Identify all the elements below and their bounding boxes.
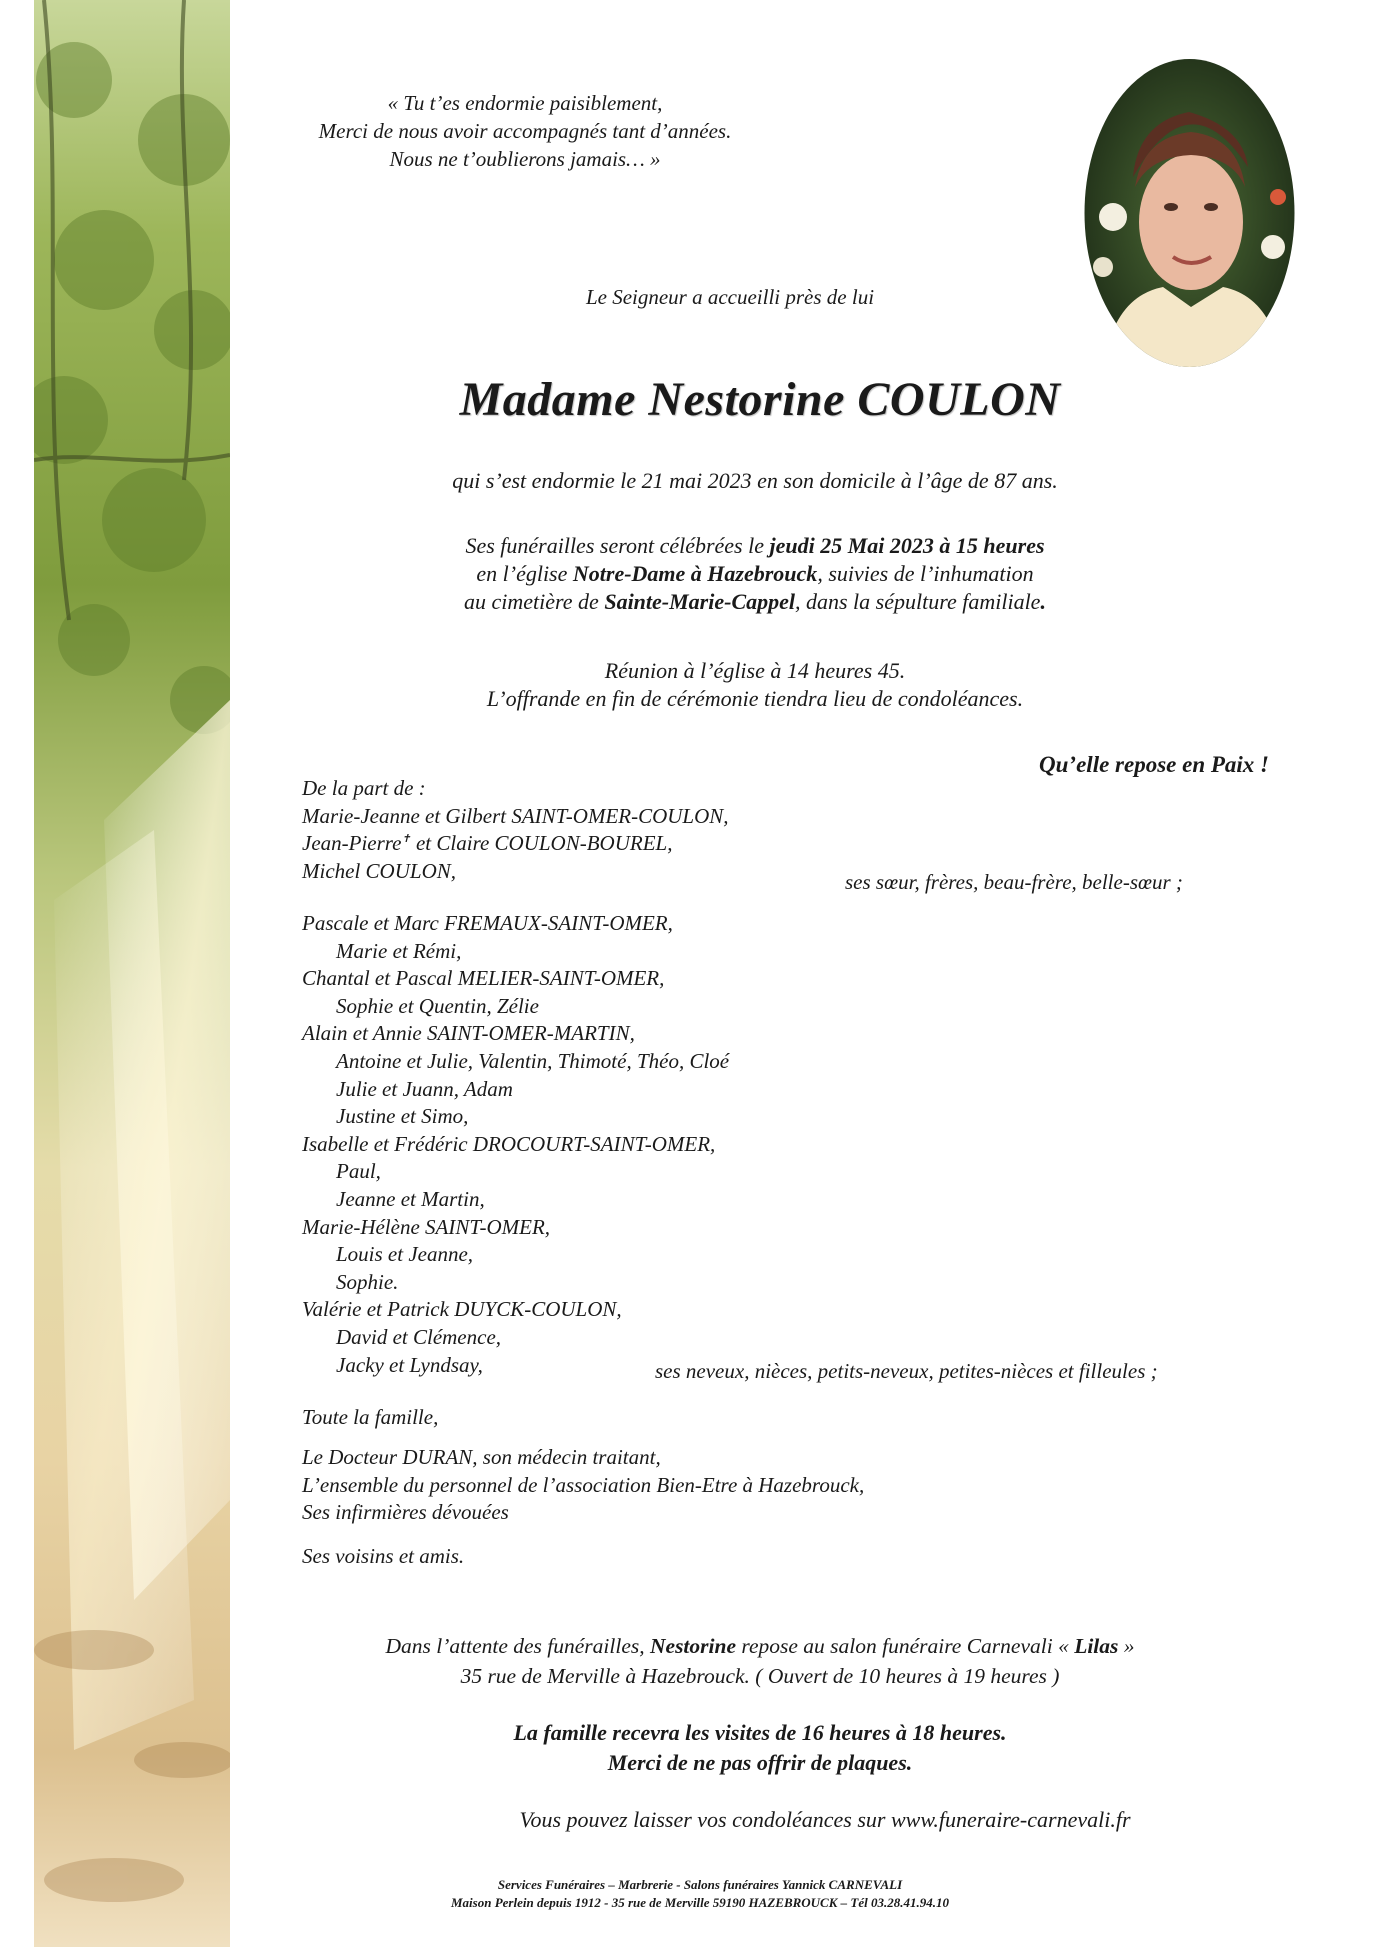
salon-line-2: 35 rue de Merville à Hazebrouck. ( Ouvert de 10 heures à 19 heures ) (460, 1664, 1060, 1688)
first-name: Nestorine (650, 1634, 736, 1658)
deceased-cross-icon: ✝ (401, 833, 411, 846)
list-item: Julie et Juann, Adam (336, 1076, 513, 1101)
funeral-line-3 (380, 588, 1130, 616)
poem-line: « Tu t’es endormie paisiblement, (387, 91, 663, 115)
reunion-line: L’offrande en fin de cérémonie tiendra lieu de condoléances. (486, 686, 1024, 711)
neighbors-line: Ses voisins et amis. (302, 1544, 465, 1568)
cemetery-name: Sainte-Marie-Cappel (604, 589, 795, 614)
list-item: Justine et Simo, (336, 1104, 469, 1129)
deceased-name: Madame Nestorine COULON (459, 373, 1061, 426)
family-header: De la part de : (302, 776, 426, 800)
reunion-info (410, 657, 1100, 713)
funeral-date: jeudi 25 Mai 2023 à 15 heures (769, 533, 1045, 558)
whole-family: Toute la famille, (302, 1405, 439, 1429)
intro-line: Le Seigneur a accueilli près de lui (585, 285, 875, 309)
list-item: David et Clémence, (336, 1324, 502, 1349)
others-list (302, 1444, 864, 1527)
list-item: Isabelle et Frédéric DROCOURT-SAINT-OMER, (302, 1131, 716, 1156)
reunion-line: Réunion à l’église à 14 heures 45. (604, 658, 906, 683)
forest-illustration (34, 0, 230, 1947)
poem-line: Nous ne t’oublierons jamais… » (389, 147, 661, 171)
list-item: L’ensemble du personnel de l’association Bien-Etre à Hazebrouck, (302, 1472, 865, 1497)
salon-text: repose au salon funéraire Carnevali « (736, 1634, 1075, 1658)
list-item: Jeanne et Martin, (336, 1186, 485, 1211)
funeral-text: en l’église (476, 561, 573, 586)
salon-text: » (1118, 1634, 1135, 1658)
sibling-line: Marie-Jeanne et Gilbert SAINT-OMER-COULON, (302, 803, 729, 828)
opening-poem (270, 89, 780, 173)
funeral-line-1 (380, 532, 1130, 560)
portrait-photo (1083, 57, 1296, 369)
salon-room: Lilas (1074, 1634, 1119, 1658)
funeral-text: , dans la sépulture familiale (795, 589, 1041, 614)
funeral-text: Ses funérailles seront célébrées le (465, 533, 770, 558)
poem-line: Merci de nous avoir accompagnés tant d’années. (318, 119, 732, 143)
visits-line: Merci de ne pas offrir de plaques. (607, 1750, 913, 1775)
list-item: Sophie et Quentin, Zélie (336, 993, 539, 1018)
salon-line-1 (310, 1631, 1210, 1661)
sibling-name: Jean-Pierre (302, 831, 402, 856)
death-notice: qui s’est endormie le 21 mai 2023 en son domicile à l’âge de 87 ans. (452, 468, 1058, 493)
funeral-period: . (1040, 589, 1046, 614)
list-item: Sophie. (336, 1269, 399, 1294)
list-item: Pascale et Marc FREMAUX-SAINT-OMER, (302, 911, 673, 935)
funeral-line-2 (380, 560, 1130, 588)
family-header-block (302, 775, 729, 885)
list-item: Alain et Annie SAINT-OMER-MARTIN, (302, 1021, 635, 1046)
nephews-relation: ses neveux, nièces, petits-neveux, petites-nièces et filleules ; (655, 1359, 1158, 1383)
list-item: Louis et Jeanne, (336, 1242, 474, 1267)
church-name: Notre-Dame à Hazebrouck (572, 561, 818, 586)
list-item: Ses infirmières dévouées (302, 1500, 509, 1525)
salon-text: Dans l’attente des funérailles, (385, 1634, 650, 1658)
sibling-name: et Claire COULON-BOUREL, (410, 831, 673, 856)
salon-info (310, 1631, 1210, 1691)
funeral-details (380, 532, 1130, 616)
funeral-text: au cimetière de (464, 589, 605, 614)
nephews-list (302, 910, 729, 1379)
forest-path-image (34, 0, 230, 1947)
list-item: Antoine et Julie, Valentin, Thimoté, Théo, Cloé (336, 1048, 730, 1073)
list-item: Chantal et Pascal MELIER-SAINT-OMER, (302, 966, 665, 991)
footer (360, 1876, 1040, 1912)
rest-in-peace: Qu’elle repose en Paix ! (1039, 752, 1269, 777)
footer-line: Maison Perlein depuis 1912 - 35 rue de Merville 59190 HAZEBROUCK – Tél 03.28.41.94.10 (451, 1895, 949, 1910)
list-item: Le Docteur DURAN, son médecin traitant, (302, 1445, 661, 1469)
list-item: Valérie et Patrick DUYCK-COULON, (302, 1297, 622, 1322)
funeral-text: , suivies de l’inhumation (817, 561, 1034, 586)
condolences-link[interactable]: Vous pouvez laisser vos condoléances sur www.funeraire-carnevali.fr (519, 1807, 1131, 1832)
list-item: Jacky et Lyndsay, (336, 1352, 483, 1377)
visits-line: La famille recevra les visites de 16 heures à 18 heures. (513, 1720, 1007, 1745)
visits-info (380, 1718, 1140, 1778)
sibling-line: Michel COULON, (302, 858, 456, 883)
list-item: Marie-Hélène SAINT-OMER, (302, 1214, 551, 1239)
siblings-relation: ses sœur, frères, beau-frère, belle-sœur ; (845, 870, 1183, 894)
list-item: Marie et Rémi, (336, 938, 462, 963)
footer-line: Services Funéraires – Marbrerie - Salons funéraires Yannick CARNEVALI (497, 1877, 903, 1892)
sibling-line (302, 830, 729, 858)
list-item: Paul, (336, 1159, 381, 1184)
portrait-illustration (1083, 57, 1296, 369)
